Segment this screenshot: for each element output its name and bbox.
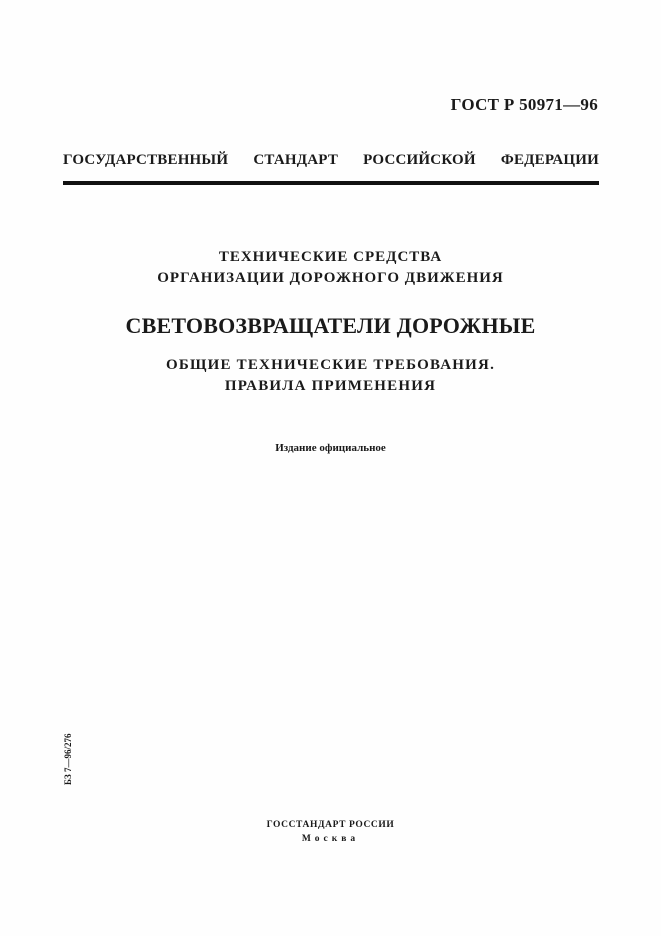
- category-heading: [0, 247, 661, 289]
- subtitle-line: ПРАВИЛА ПРИМЕНЕНИЯ: [224, 378, 437, 394]
- main-title: СВЕТОВОЗВРАЩАТЕЛИ ДОРОЖНЫЕ: [125, 313, 536, 338]
- category-line: ТЕХНИЧЕСКИЕ СРЕДСТВА: [218, 249, 443, 265]
- state-standard-line: [63, 152, 599, 169]
- subtitle: [0, 355, 661, 397]
- publisher-block: [0, 818, 661, 846]
- state-standard-word: ФЕДЕРАЦИИ: [500, 152, 599, 168]
- side-code: БЗ 7—96/276: [63, 733, 73, 785]
- publisher-city: Москва: [301, 834, 360, 844]
- publisher-name: ГОССТАНДАРТ РОССИИ: [266, 820, 395, 830]
- state-standard-word: РОССИЙСКОЙ: [363, 152, 476, 168]
- document-number: ГОСТ Р 50971—96: [450, 95, 598, 114]
- category-line: ОРГАНИЗАЦИИ ДОРОЖНОГО ДВИЖЕНИЯ: [157, 270, 504, 286]
- state-standard-word: СТАНДАРТ: [253, 152, 339, 168]
- state-standard-word: ГОСУДАРСТВЕННЫЙ: [63, 152, 229, 168]
- subtitle-line: ОБЩИЕ ТЕХНИЧЕСКИЕ ТРЕБОВАНИЯ.: [165, 357, 496, 373]
- edition-note: Издание официальное: [275, 442, 386, 454]
- header-rule: [63, 181, 599, 185]
